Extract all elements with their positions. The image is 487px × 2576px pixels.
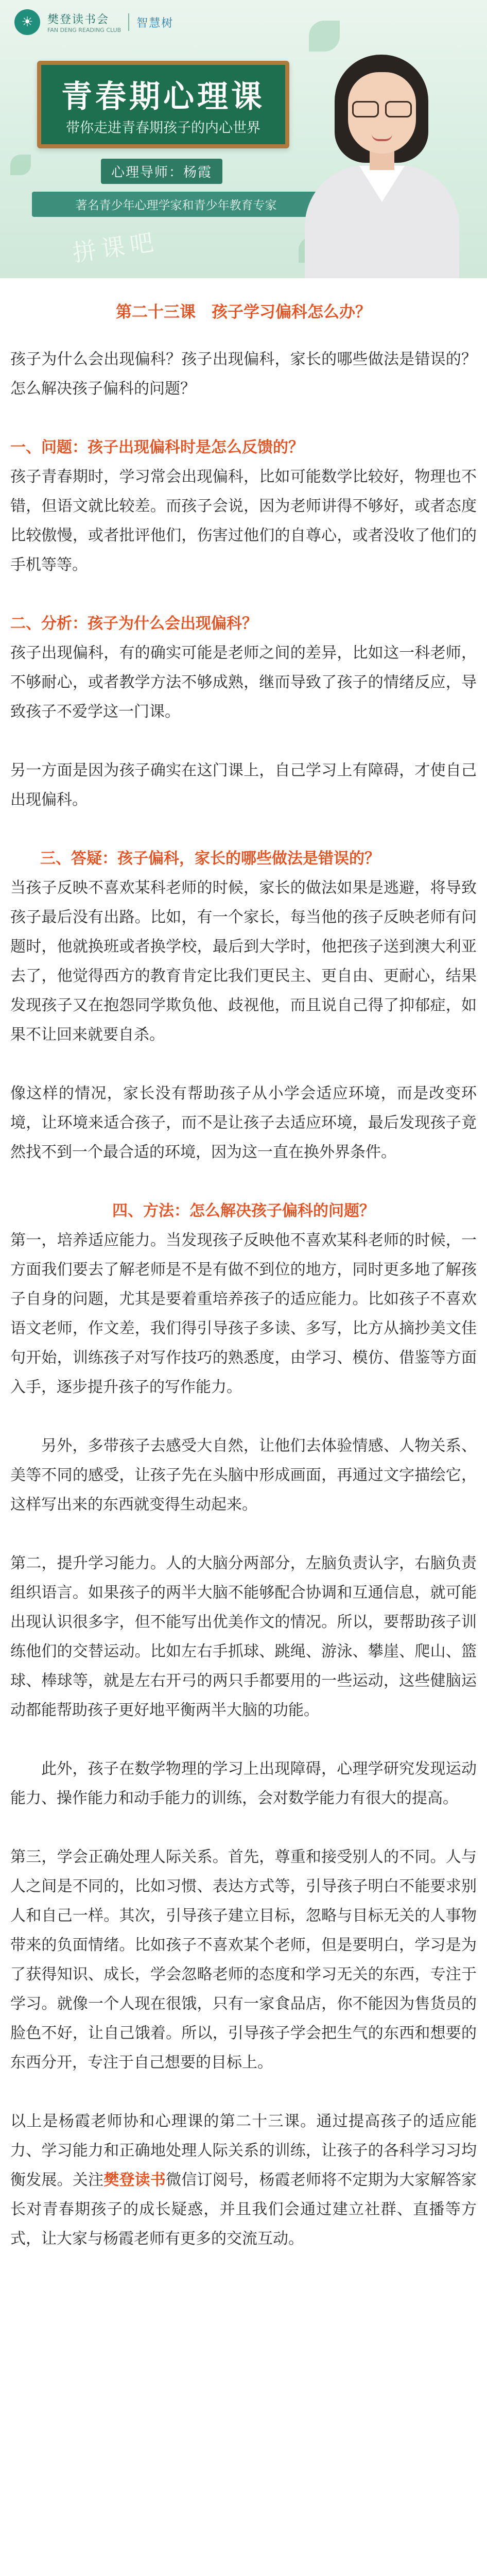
brand-link[interactable]: 樊登读书 (103, 2171, 166, 2189)
method-paragraph-1: 第一，培养适应能力。当发现孩子反映他不喜欢某科老师的时候，一方面我们要去了解老师是不是有做不到位的地方，同时更多地了解孩子自身的问题，尤其是要着重培养孩子的适应能力。比如孩子不喜欢语文老师，作文差，我们得引导孩子多读、多写，比方从摘抄美文佳句开始，训练孩子对写作技巧的熟悉度，由学习、模仿、借鉴等方面入手，逐步提升孩子的写作能力。 (10, 1231, 477, 1396)
qa-paragraph-1: 当孩子反映不喜欢某科老师的时候，家长的做法如果是逃避，将导致孩子最后没有出路。比如，有一个家长，每当他的孩子反映老师有问题时，他就换班或者换学校，最后到大学时，他把孩子送到澳大利亚去了，他觉得西方的教育肯定比我们更民主、更自由、更耐心，结果发现孩子又在抱怨同学欺负他、歧视他，而且说自己得了抑郁症，如果不让回来就要自杀。 (10, 879, 477, 1044)
brand-divider (128, 13, 129, 31)
course-banner (0, 0, 487, 278)
brand-name-left: 樊登读书会 FAN DENG READING CLUB (47, 13, 121, 33)
method-paragraph-3: 第二，提升学习能力。人的大脑分两部分，左脑负责认字，右脑负责组织语言。如果孩子的两半大脑不能够配合协调和互通信息，就可能出现认识很多字，但不能写出优美作文的情况。所以，要帮助孩子训练他们的交替运动。比如左右手抓球、跳绳、游泳、攀崖、爬山、篮球、棒球等，就是左右开弓的两只手都要用的一些运动，这些健脑运动都能帮助孩子更好地平衡两半大脑的功能。 (10, 1554, 477, 1719)
course-slogan: 带你走进青春期孩子的内心世界 (66, 120, 260, 136)
watermark: 拼课吧 (71, 227, 161, 267)
section-heading-qa: 三、答疑：孩子偏科，家长的哪些做法是错误的？ (40, 850, 380, 868)
problem-paragraph: 孩子青春期时，学习常会出现偏科，比如可能数学比较好，物理也不错，但语文就比较差。而孩子会说，因为老师讲得不够好，或者态度比较傲慢，或者批评他们，伤害过他们的自尊心，或者没收了他们的手机等等。 (10, 468, 477, 574)
section-heading-problem: 一、问题：孩子出现偏科时是怎么反馈的？ (10, 438, 304, 456)
book-logo-icon: ☀ (14, 9, 40, 35)
section-heading-method: 四、方法：怎么解决孩子偏科的问题？ (112, 1202, 375, 1220)
brand-bar (14, 9, 173, 35)
method-paragraph-4: 此外，孩子在数学物理的学习上出现障碍，心理学研究发现运动能力、操作能力和动手能力的训练，会对数学能力有很大的提高。 (10, 1760, 477, 1807)
method-paragraph-2: 另外，多带孩子去感受大自然，让他们去体验情感、人物关系、美等不同的感受，让孩子先在头脑中形成画面，再通过文字描绘它，这样写出来的东西就变得生动起来。 (10, 1437, 477, 1514)
teacher-portrait (294, 36, 464, 278)
teacher-description: 著名青少年心理学家和青少年教育专家 (32, 192, 320, 217)
analysis-paragraph-1: 孩子出现偏科，有的确实可能是老师之间的差异，比如这一科老师，不够耐心，或者教学方法不够成熟，继而导致了孩子的情绪反应，导致孩子不爱学这一门课。 (10, 644, 477, 721)
method-paragraph-5: 第三，学会正确处理人际关系。首先，尊重和接受别人的不同。人与人之间是不同的，比如习惯、表达方式等，引导孩子明白不能要求别人和自己一样。其次，引导孩子建立目标，忽略与目标无关的人事物带来的负面情绪。比如孩子不喜欢某个老师，但是要明白，学习是为了获得知识、成长，学会忽略老师的态度和学习无关的东西，专注于学习。就像一个人现在很饿，只有一家食品店，你不能因为售货员的脸色不好，让自己饿着。所以，引导孩子学会把生气的东西和想要的东西分开，专注于自己想要的目标上。 (10, 1848, 477, 2072)
brand-name-right: 智慧树 (136, 16, 174, 30)
chalkboard (37, 61, 289, 148)
closing-paragraph: 以上是杨霞老师协和心理课的第二十三课。通过提高孩子的适应能力、学习能力和正确地处理人际关系的训练，让孩子的各科学习习均衡发展。关注樊登读书微信订阅号，杨霞老师将不定期为大家解答家长对青春期孩子的成长疑惑，并且我们会通过建立社群、直播等方式，让大家与杨霞老师有更多的交流互动。 (10, 2112, 477, 2248)
analysis-paragraph-2: 另一方面是因为孩子确实在这门课上，自己学习上有障碍，才使自己出现偏科。 (10, 761, 477, 809)
article-body (0, 278, 487, 2253)
qa-paragraph-2: 像这样的情况，家长没有帮助孩子从小学会适应环境，而是改变环境，让环境来适合孩子，而不是让孩子去适应环境，最后发现孩子竟然找不到一个最合适的环境，因为这一直在换外界条件。 (10, 1084, 477, 1161)
intro-paragraph: 孩子为什么会出现偏科？孩子出现偏科，家长的哪些做法是错误的？怎么解决孩子偏科的问题？ (10, 350, 477, 398)
teacher-tag: 心理导师：杨霞 (101, 159, 222, 184)
section-heading-analysis: 二、分析：孩子为什么会出现偏科？ (10, 615, 257, 633)
course-title: 青春期心理课 (61, 79, 265, 115)
lesson-title: 第二十三课 孩子学习偏科怎么办？ (116, 303, 371, 321)
